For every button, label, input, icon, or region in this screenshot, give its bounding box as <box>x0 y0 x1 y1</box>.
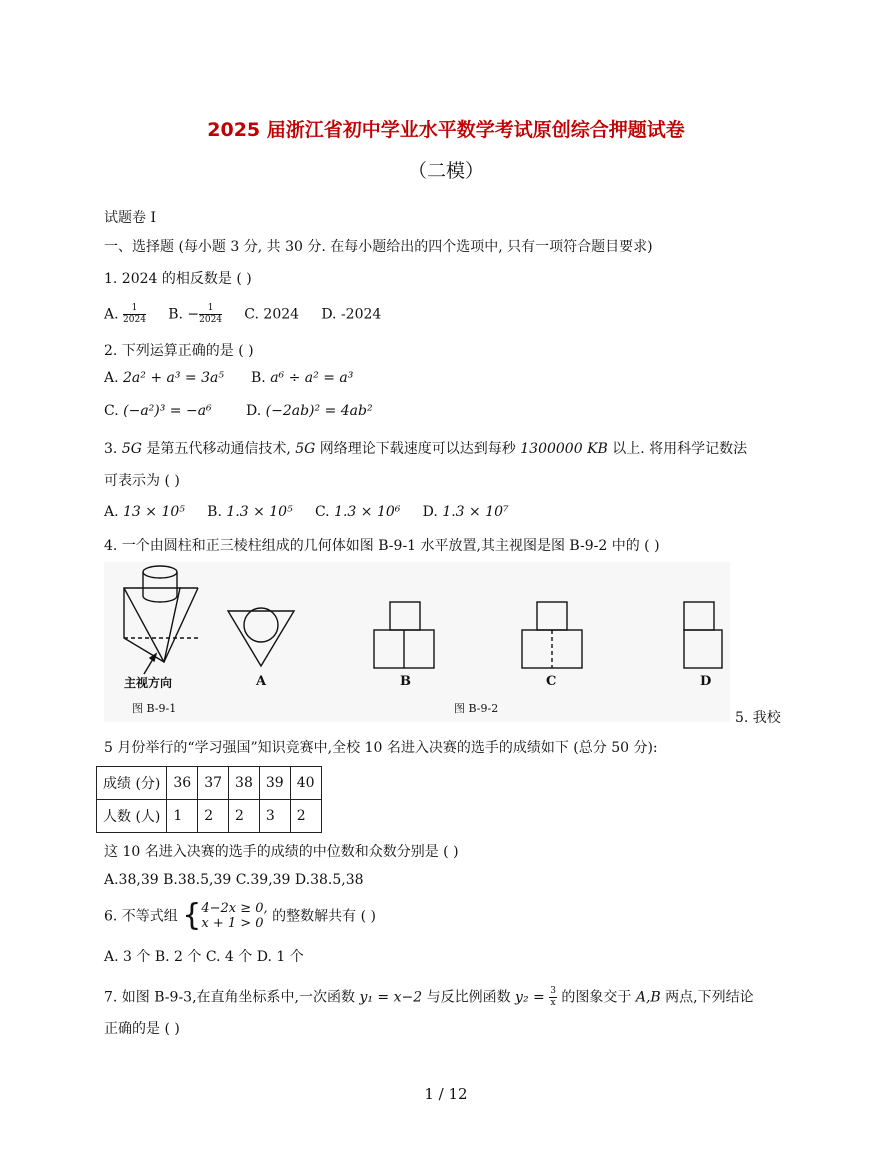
table-cell: 2 <box>198 800 229 833</box>
q4-figure-svg <box>104 562 730 722</box>
q1-b-sign: − <box>187 306 200 323</box>
q3-text-3: 以上. 将用科学记数法 <box>607 441 748 457</box>
q6-options: A. 3 个 B. 2 个 C. 4 个 D. 1 个 <box>104 949 304 965</box>
table-cell: 39 <box>259 767 290 800</box>
q1-b-fraction: $\frac{1}{2024}$ <box>199 303 223 325</box>
q4-stem: 4. 一个由圆柱和正三棱柱组成的几何体如图 B-9-1 水平放置,其主视图是图 B-9-2 中的 ( ) <box>104 538 660 554</box>
fig-label-b: B <box>400 674 411 689</box>
q1-stem: 1. 2024 的相反数是 ( ) <box>104 271 252 287</box>
page-title: 2025 届浙江省初中学业水平数学考试原创综合押题试卷 <box>207 119 685 141</box>
q2-row2-d <box>246 403 373 419</box>
fig-label-d: D <box>700 674 712 689</box>
fig1-caption: 图 B-9-1 <box>132 702 177 715</box>
q3-a-expr: 13 × 10⁵ <box>123 504 185 520</box>
page-subtitle: （二模） <box>407 160 484 182</box>
table-cell: 2 <box>229 800 260 833</box>
q6-system: 4−2x ≥ 0, x + 1 > 0 <box>201 900 268 931</box>
q3-num: 3. <box>104 441 122 457</box>
q3-a-label: A. <box>104 504 119 520</box>
table-cell: 成绩 (分) <box>97 767 167 800</box>
q2-d-label: D. <box>246 403 262 419</box>
q7-func-2: y₂ = <box>515 989 545 1006</box>
q2-row1 <box>104 370 224 386</box>
section-label: 试题卷 I <box>104 210 156 226</box>
q7-text-4: 两点,下列结论 <box>660 989 754 1006</box>
table-cell: 36 <box>167 767 198 800</box>
fig-direction-label: 主视方向 <box>124 676 173 690</box>
table-cell: 3 <box>259 800 290 833</box>
table-row <box>97 767 322 800</box>
q2-a-label: A. <box>104 370 119 386</box>
q3-speed: 1300000 KB <box>520 441 608 457</box>
q3-d-label: D. <box>422 504 438 520</box>
q2-b-label: B. <box>251 370 266 386</box>
fig2-caption: 图 B-9-2 <box>454 702 499 715</box>
q7-text-3: 的图象交于 <box>556 989 636 1006</box>
q5-stem: 5 月份举行的“学习强国”知识竞赛中,全校 10 名进入决赛的选手的成绩如下 (总分 50 分): <box>104 740 658 756</box>
table-cell: 40 <box>290 767 321 800</box>
fig-label-c: C <box>546 674 557 689</box>
part1-heading: 一、选择题 (每小题 3 分, 共 30 分. 在每小题给出的四个选项中, 只有一项符合题目要求) <box>104 239 653 255</box>
fig-label-a: A <box>256 674 267 689</box>
q3-stem-line2: 可表示为 ( ) <box>104 473 180 489</box>
option-b-shape <box>374 602 434 668</box>
q4-figure <box>104 562 730 722</box>
q3-text-2: 网络理论下载速度可以达到每秒 <box>315 441 521 457</box>
q7-text-1: 7. 如图 B-9-3,在直角坐标系中,一次函数 <box>104 989 360 1006</box>
score-table <box>96 766 322 833</box>
q5-stem-tail: 5. 我校 <box>735 710 781 726</box>
table-cell: 人数 (人) <box>97 800 167 833</box>
brace-icon: { <box>182 898 202 933</box>
table-cell: 2 <box>290 800 321 833</box>
q3-c-expr: 1.3 × 10⁶ <box>334 504 401 520</box>
q2-a-expr: 2a² + a³ = 3a⁵ <box>123 370 224 386</box>
q2-c-label: C. <box>104 403 119 419</box>
q5-question: 这 10 名进入决赛的选手的成绩的中位数和众数分别是 ( ) <box>104 844 459 860</box>
front-view-triangle <box>228 608 294 666</box>
table-cell: 1 <box>167 800 198 833</box>
q1-c-option: C. 2024 <box>244 306 300 323</box>
q7-points: A,B <box>635 989 661 1006</box>
q1-a-fraction: $\frac{1}{2024}$ <box>123 303 146 325</box>
q7-line1 <box>104 986 754 1009</box>
page-number: 1 / 12 <box>424 1085 468 1103</box>
solid-3d-drawing <box>124 566 198 674</box>
q6-prefix: 6. 不等式组 <box>104 908 178 925</box>
table-row <box>97 800 322 833</box>
q1-options <box>104 303 381 326</box>
q3-b-label: B. <box>207 504 222 520</box>
q5-options: A.38,39 B.38.5,39 C.39,39 D.38.5,38 <box>104 872 364 888</box>
q7-text-2: 与反比例函数 <box>422 989 516 1006</box>
table-cell: 38 <box>229 767 260 800</box>
q1-a-label: A. <box>104 306 119 323</box>
q2-b-expr: a⁶ ÷ a² = a³ <box>270 370 354 386</box>
q3-stem-line1 <box>104 438 747 458</box>
q2-row2 <box>104 403 212 419</box>
q3-b-expr: 1.3 × 10⁵ <box>226 504 293 520</box>
q2-d-expr: (−2ab)² = 4ab² <box>265 403 373 419</box>
table-cell: 37 <box>198 767 229 800</box>
q2-row1-b <box>251 370 353 386</box>
q3-5g-1: 5G <box>121 441 142 457</box>
q3-c-label: C. <box>314 504 330 520</box>
q3-text-1: 是第五代移动通信技术, <box>141 441 296 457</box>
q2-stem: 2. 下列运算正确的是 ( ) <box>104 343 254 359</box>
option-c-shape <box>522 602 582 668</box>
q3-d-expr: 1.3 × 10⁷ <box>442 504 509 520</box>
q7-func-1: y₁ = x−2 <box>359 989 423 1006</box>
q1-d-option: D. -2024 <box>321 306 382 323</box>
q6-line <box>104 898 376 933</box>
q3-options <box>104 504 509 520</box>
q1-b-label: B. <box>168 306 183 323</box>
q7-line2: 正确的是 ( ) <box>104 1021 180 1037</box>
q7-fraction: $\frac{3}{x}$ <box>550 986 556 1008</box>
option-d-shape <box>684 602 722 668</box>
q3-5g-2: 5G <box>295 441 316 457</box>
q2-c-expr: (−a²)³ = −a⁶ <box>123 403 212 419</box>
q6-suffix: 的整数解共有 ( ) <box>272 908 376 925</box>
